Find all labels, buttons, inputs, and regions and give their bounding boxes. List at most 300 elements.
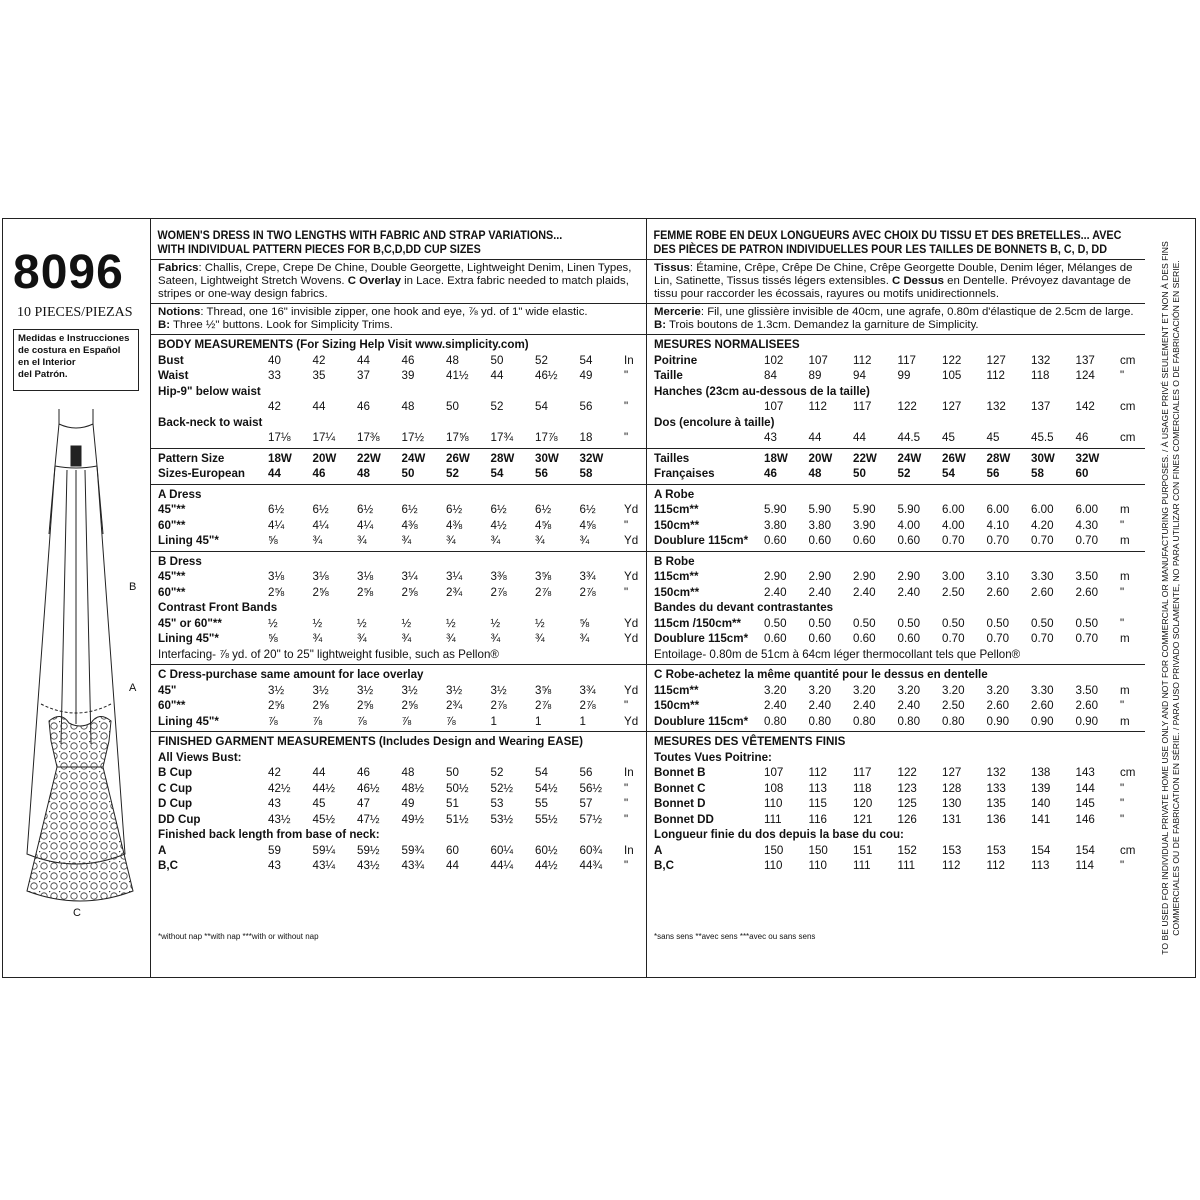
row-value: 54 [535, 766, 548, 779]
row-value: 6½ [446, 503, 463, 516]
row-value: 30W [1031, 451, 1055, 465]
interfacing-text: Interfacing- ⅞ yd. of 20" to 25" lightweight fusible, such as Pellon® [158, 647, 499, 661]
toutes-label: Toutes Vues Poitrine: [654, 750, 772, 764]
a-dress-label: A Dress [158, 487, 202, 501]
row-value: 4½ [490, 518, 507, 532]
row-label [158, 430, 268, 446]
row-value: ¾ [401, 534, 412, 547]
row-unit: " [624, 859, 629, 872]
row-waist [151, 368, 646, 384]
row-value: 54 [942, 467, 955, 480]
row-value: 107 [764, 400, 784, 413]
row-value: 4¼ [268, 518, 285, 532]
mesures-table [647, 337, 1145, 874]
row-label: A [654, 843, 663, 857]
row-value: 2.60 [986, 585, 1010, 599]
row-value: ⅞ [312, 714, 323, 728]
row-value: 6½ [357, 503, 374, 516]
row-value: 45 [942, 431, 955, 444]
row-value: ⅝ [579, 616, 590, 630]
row-value: 60¾ [579, 843, 603, 857]
row-value: ½ [268, 616, 278, 630]
row-bonnet-b [647, 765, 1145, 781]
row-value: 3.20 [764, 683, 787, 697]
row-value: 59½ [357, 843, 380, 857]
body-header: BODY MEASUREMENTS (For Sizing Help Visit www.simplicity.com) [158, 338, 529, 351]
row-unit: " [624, 585, 629, 599]
row-value: 20W [808, 451, 833, 465]
row-value: 2.90 [853, 570, 876, 583]
row-value: 132 [986, 766, 1006, 779]
row-value: 43 [764, 431, 777, 444]
row-value: 0.80 [764, 714, 787, 728]
row-unit: cm [1120, 843, 1136, 857]
row-value: 0.80 [942, 714, 965, 728]
row-value: 111 [764, 812, 782, 826]
row-value: ½ [357, 616, 367, 630]
row-value: 4⅝ [579, 518, 596, 532]
row-value: 48 [808, 467, 822, 480]
c-robe-label: C Robe-achetez la même quantité pour le dessus en dentelle [654, 668, 988, 681]
row-sizes-eu [151, 466, 646, 482]
row-label: 150cm** [654, 699, 700, 712]
row-longueur-bc [647, 858, 1145, 874]
row-value: 120 [853, 797, 873, 810]
row-value: 105 [942, 369, 962, 382]
row-label: Bonnet C [654, 781, 706, 795]
row-value: 26W [942, 451, 966, 465]
row-value: 18 [579, 431, 593, 444]
row-value: 112 [986, 369, 1005, 382]
row-label: Poitrine [654, 353, 698, 367]
english-column [150, 219, 646, 977]
row-value: 3½ [312, 683, 329, 697]
row-value: 42 [268, 400, 281, 413]
row-value: 131 [942, 812, 962, 826]
row-value: 42½ [268, 781, 291, 795]
row-value: 94 [853, 369, 866, 382]
row-value: 152 [897, 843, 917, 857]
row-value: 2.40 [764, 585, 787, 599]
row-a45 [151, 502, 646, 518]
row-value: 2⅝ [268, 585, 285, 599]
row-value: 3.50 [1075, 570, 1099, 583]
row-value: 116 [808, 812, 827, 826]
row-value: 4.30 [1075, 518, 1099, 532]
row-value: 46 [1075, 431, 1089, 444]
row-value: 2.90 [808, 570, 832, 583]
row-value: 130 [942, 797, 962, 810]
row-c45 [151, 683, 646, 699]
row-value: 46 [357, 400, 370, 413]
row-value: 52 [490, 400, 504, 413]
row-value: 17½ [401, 431, 425, 444]
legal-text: TO BE USED FOR INDIVIDUAL PRIVATE HOME USE ONLY AND NOT FOR COMMERCIAL OR MANUFACTURING PURPOSES. / À USAGE PRIVÉ SEULEMENT ET NON À DES FINS COMMERCIALES OU DE FABRICATION EN SÉRIE. / PARA USO PRIVADO SOLAMENTE, NO PARA UTILIZAR CON FINES COMERCIALES O DE FABRICACIÓN EN SERIE. [1160, 241, 1181, 955]
row-value: 3½ [446, 683, 463, 697]
row-label: Tailles [654, 451, 690, 465]
row-value: 0.50 [853, 616, 876, 630]
row-value: 44¼ [490, 859, 514, 872]
row-value: 18W [268, 451, 292, 465]
row-value: 3⅝ [535, 570, 552, 583]
row-label: 60"** [158, 699, 186, 712]
row-value: 127 [942, 766, 962, 779]
row-b45 [151, 569, 646, 585]
row-label: Lining 45"* [158, 714, 219, 728]
row-value: 2¾ [446, 585, 463, 599]
row-value: 115 [808, 797, 827, 810]
row-value: 2.40 [897, 699, 921, 712]
view-label-c: C [73, 907, 81, 919]
row-value: 22W [357, 451, 381, 465]
row-label: DD Cup [158, 812, 201, 826]
row-value: 2.90 [764, 570, 787, 583]
row-label: B,C [654, 859, 674, 872]
row-value: 151 [853, 843, 873, 857]
row-d-cup [151, 796, 646, 812]
row-unit: " [1120, 518, 1125, 532]
row-value: 20W [312, 451, 337, 465]
row-value: 141 [1031, 812, 1051, 826]
row-label: Françaises [654, 467, 715, 480]
row-value: 0.60 [897, 632, 921, 645]
row-bonnet-c [647, 781, 1145, 797]
row-value: 4¼ [357, 518, 374, 532]
row-value: 52 [490, 766, 504, 779]
row-value: 47½ [357, 812, 380, 826]
row-value: 3½ [490, 683, 507, 697]
row-a-doublure [647, 533, 1145, 549]
row-value: 32W [579, 451, 604, 465]
row-value: ⅞ [401, 714, 412, 728]
row-value: 50 [853, 467, 866, 480]
row-value: 2.60 [1031, 585, 1054, 599]
row-value: 43 [268, 797, 281, 810]
row-value: 5.90 [808, 503, 832, 516]
row-unit: cm [1120, 766, 1136, 779]
row-value: 44 [312, 766, 326, 779]
row-label [158, 399, 268, 415]
row-value: 50 [446, 400, 459, 413]
row-value: 112 [808, 400, 827, 413]
row-value: 46 [764, 467, 777, 480]
longueur-label: Longueur finie du dos depuis la base du cou: [654, 828, 904, 841]
row-value: 45.5 [1031, 431, 1054, 444]
row-value: 3.80 [808, 518, 832, 532]
row-value: 145 [1075, 797, 1095, 810]
row-label: 45"** [158, 503, 186, 516]
row-label: Taille [654, 369, 683, 382]
row-hip [151, 399, 646, 415]
measurement-table [151, 337, 646, 874]
row-value: 6½ [490, 503, 507, 516]
row-value: 56½ [579, 781, 603, 795]
row-value: 47 [357, 797, 370, 810]
row-value: 52 [535, 353, 548, 367]
row-bonnet-dd [647, 812, 1145, 828]
row-label: Doublure 115cm* [654, 632, 749, 645]
row-value: 17⅝ [446, 431, 469, 444]
row-value: 0.60 [808, 534, 832, 547]
row-value: ⅝ [268, 632, 278, 645]
row-value: 46 [312, 467, 326, 480]
row-bandes [647, 616, 1145, 632]
row-unit: Yd [624, 632, 639, 645]
row-label: 115cm** [654, 683, 699, 697]
row-a115 [647, 502, 1145, 518]
row-value: 132 [1031, 353, 1051, 367]
row-value: ⅝ [268, 534, 278, 547]
row-value: 2.40 [808, 585, 832, 599]
row-value: ¾ [535, 632, 545, 645]
french-column [646, 219, 1145, 977]
row-value: 52 [446, 467, 459, 480]
row-value: 3⅛ [268, 570, 285, 583]
row-value: 135 [986, 797, 1006, 810]
row-value: 2.40 [764, 699, 787, 712]
row-value: 112 [853, 353, 872, 367]
row-value: 43¾ [401, 859, 425, 872]
row-value: 2⅝ [312, 699, 329, 712]
row-value: 3.50 [1075, 683, 1099, 697]
row-value: ½ [401, 616, 412, 630]
row-value: 44 [357, 353, 370, 367]
row-value: 142 [1075, 400, 1095, 413]
row-value: 44 [853, 431, 866, 444]
row-value: 0.50 [1031, 616, 1054, 630]
row-value: 153 [986, 843, 1006, 857]
row-value: 113 [808, 781, 827, 795]
row-label: Bonnet B [654, 766, 706, 779]
row-value: 102 [764, 353, 784, 367]
row-value: 60¼ [490, 843, 514, 857]
row-unit: Yd [624, 570, 639, 583]
row-value: 57½ [579, 812, 603, 826]
row-francaises [647, 466, 1145, 482]
row-contrast-4560 [151, 616, 646, 632]
row-taille [647, 368, 1145, 384]
row-label: 115cm /150cm** [654, 616, 742, 630]
row-unit: " [624, 699, 629, 712]
row-value: 0.90 [1075, 714, 1099, 728]
row-value: 5.90 [853, 503, 876, 516]
row-pattern-size [151, 451, 646, 467]
view-label-a: A [129, 682, 137, 694]
row-value: 60½ [535, 843, 558, 857]
row-value: ¾ [535, 534, 545, 547]
row-unit: " [1120, 797, 1125, 810]
finished-back-label: Finished back length from base of neck: [158, 828, 380, 841]
row-label: A [158, 843, 167, 857]
row-value: 4⅝ [535, 518, 552, 532]
row-value: 107 [764, 766, 784, 779]
row-value: 6½ [312, 503, 329, 516]
row-value: 112 [942, 859, 961, 872]
row-b150 [647, 585, 1145, 601]
row-unit: " [624, 812, 629, 826]
row-value: 84 [764, 369, 777, 382]
row-value: 42 [312, 353, 326, 367]
row-value: 56 [986, 467, 1000, 480]
row-value: 44¾ [579, 859, 603, 872]
row-value: 2.60 [1075, 585, 1099, 599]
row-value: 44 [490, 369, 504, 382]
row-value: 110 [808, 859, 827, 872]
row-value: 3⅝ [535, 683, 552, 697]
row-value: 3.20 [853, 683, 876, 697]
row-value: 2.50 [942, 585, 965, 599]
row-value: 2¾ [446, 699, 463, 712]
all-bust-label: All Views Bust: [158, 750, 242, 764]
row-value: 49 [579, 369, 593, 382]
row-value: 3¾ [579, 683, 596, 697]
row-unit: " [624, 431, 629, 444]
row-value: 3⅛ [312, 570, 329, 583]
bandes-label: Bandes du devant contrastantes [654, 601, 834, 614]
row-dos [647, 430, 1145, 446]
row-value: 54 [535, 400, 548, 413]
row-value: 17¾ [490, 431, 514, 444]
a-robe-label: A Robe [654, 487, 695, 501]
row-value: 0.50 [764, 616, 787, 630]
row-value: 111 [853, 859, 871, 872]
row-value: 58 [579, 467, 593, 480]
row-value: 6½ [401, 503, 418, 516]
row-label: Sizes-European [158, 467, 245, 480]
row-label: 60"** [158, 518, 186, 532]
row-value: 56 [579, 766, 593, 779]
row-value: ¾ [357, 632, 367, 645]
row-value: 125 [897, 797, 917, 810]
row-value: 41½ [446, 369, 469, 382]
row-value: 99 [897, 369, 911, 382]
row-value: 6.00 [1031, 503, 1054, 516]
spanish-note: Medidas e Instrucciones de costura en Español en el Interior del Patrón. [13, 329, 139, 391]
row-unit: Yd [624, 714, 639, 728]
row-unit: " [1120, 859, 1125, 872]
row-poitrine [647, 353, 1145, 369]
row-label: B,C [158, 859, 178, 872]
row-value: 44 [446, 859, 459, 872]
title-fr-line-1: FEMME ROBE EN DEUX LONGUEURS AVEC CHOIX DU TISSU ET DES BRETELLES... AVEC [653, 229, 1122, 242]
row-unit: m [1120, 534, 1130, 547]
row-value: 89 [808, 369, 822, 382]
row-label: Waist [158, 369, 189, 382]
row-value: 0.80 [853, 714, 876, 728]
row-bonnet-d [647, 796, 1145, 812]
row-value: 0.50 [1075, 616, 1099, 630]
row-value: 1 [535, 714, 542, 728]
row-value: 3½ [268, 683, 285, 697]
row-value: 0.50 [897, 616, 921, 630]
row-value: 143 [1075, 766, 1095, 779]
row-value: 3.80 [764, 518, 787, 532]
row-unit: m [1120, 714, 1130, 728]
row-value: 3.30 [1031, 683, 1054, 697]
row-b60 [151, 585, 646, 601]
row-unit: " [1120, 812, 1125, 826]
row-dd-cup [151, 812, 646, 828]
row-value: 6.00 [986, 503, 1010, 516]
row-value: 2⅞ [579, 699, 596, 712]
row-value: 50 [446, 766, 459, 779]
tissu-text: Tissus: Étamine, Crêpe, Crêpe De Chine, Crêpe Georgette Double, Denim léger, Mélanges de Lin, Satinette, Tissus tissés légers extensibles. C Dessus en Dentelle. Prévoyez davantage de tissu pour raccorder les écossais, rayures ou motifs unidirectionnels. [654, 262, 1133, 300]
row-value: 0.50 [986, 616, 1010, 630]
row-back [151, 430, 646, 446]
row-value: 17⅜ [357, 431, 380, 444]
row-unit: " [1120, 699, 1125, 712]
row-value: 4⅜ [446, 518, 463, 532]
row-value: 138 [1031, 766, 1051, 779]
row-finished-a [151, 843, 646, 859]
row-label: Bonnet D [654, 797, 706, 810]
row-value: 0.50 [808, 616, 832, 630]
row-c150 [647, 698, 1145, 714]
row-value: 2.40 [853, 585, 876, 599]
dos-label: Dos (encolure à taille) [654, 415, 775, 429]
row-value: 144 [1075, 781, 1095, 795]
row-unit: " [624, 797, 629, 810]
row-value: 153 [942, 843, 962, 857]
row-value: 6.00 [1075, 503, 1099, 516]
row-value: 1 [579, 714, 586, 728]
row-value: 59¾ [401, 843, 425, 857]
row-value: ½ [535, 616, 545, 630]
row-value: 2⅝ [268, 699, 285, 712]
row-c-doublure [647, 714, 1145, 730]
row-value: 2.90 [897, 570, 921, 583]
row-value: 55½ [535, 812, 558, 826]
row-value: 40 [268, 353, 281, 367]
row-unit: In [624, 353, 634, 367]
row-c-cup [151, 781, 646, 797]
row-unit: In [624, 766, 634, 779]
row-unit: In [624, 843, 634, 857]
row-label [654, 430, 764, 446]
pattern-envelope-back [2, 218, 1196, 978]
pattern-number: 8096 [13, 246, 124, 299]
title-line-2: WITH INDIVIDUAL PATTERN PIECES FOR B,C,D,DD CUP SIZES [157, 243, 481, 256]
row-contrast-lining [151, 631, 646, 647]
row-value: 3.20 [808, 683, 832, 697]
row-value: ½ [446, 616, 456, 630]
row-value: 48 [401, 766, 415, 779]
row-value: ½ [490, 616, 501, 630]
row-value: 128 [942, 781, 962, 795]
row-unit: " [624, 400, 629, 413]
row-unit: " [1120, 616, 1125, 630]
row-value: 2.60 [1075, 699, 1099, 712]
finis-header: MESURES DES VÊTEMENTS FINIS [654, 735, 846, 748]
row-value: 2⅞ [535, 585, 552, 599]
row-value: 3⅛ [357, 570, 374, 583]
row-value: 4⅜ [401, 518, 418, 532]
notions-text: Notions: Thread, one 16" invisible zipper, one hook and eye, ⅞ yd. of 1" wide elastic. B: Three ½" buttons. Look for Simplicity Trims. [158, 306, 588, 331]
row-value: 0.60 [764, 534, 787, 547]
left-column [3, 219, 148, 977]
row-value: 50½ [446, 781, 469, 795]
row-value: ¾ [490, 534, 501, 547]
row-value: 0.70 [986, 632, 1010, 645]
row-value: 45 [986, 431, 1000, 444]
row-label: 45" or 60"** [158, 616, 222, 630]
row-value: 121 [853, 812, 873, 826]
row-value: 54 [490, 467, 504, 480]
fabrics-text: Fabrics: Challis, Crepe, Crepe De Chine, Double Georgette, Lightweight Denim, Linen Types, Sateen, Lightweight Stretch Wovens. C Overlay in Lace. Extra fabric needed to match plaids, stripes or one-way design fabrics. [158, 262, 632, 300]
row-value: 2.40 [897, 585, 921, 599]
row-value: 46 [401, 353, 415, 367]
row-value: 17⅞ [535, 431, 558, 444]
